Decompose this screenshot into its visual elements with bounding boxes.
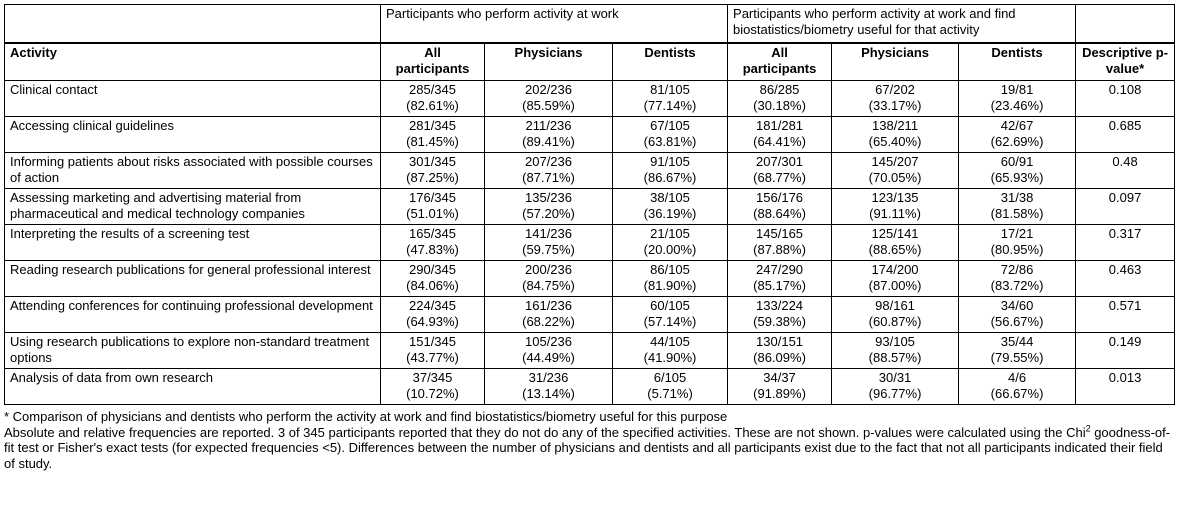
count-value: 123/135	[871, 190, 919, 205]
count-value: 141/236	[525, 226, 572, 241]
count-value: 207/301	[756, 154, 804, 169]
frequency-cell	[832, 117, 959, 153]
count-value: 130/151	[756, 334, 804, 349]
percent-value: (62.69%)	[990, 133, 1044, 149]
percent-value: (85.17%)	[753, 277, 806, 293]
frequency-cell	[728, 297, 832, 333]
group-header-useful: Participants who perform activity at work and find biostatistics/biometry useful for that activity	[728, 5, 1076, 44]
count-value: 37/345	[412, 370, 453, 385]
table-row	[5, 81, 1175, 117]
percent-value: (64.93%)	[406, 313, 459, 329]
frequency-cell	[832, 153, 959, 189]
activity-cell: Attending conferences for continuing professional development	[5, 297, 381, 333]
percent-value: (66.67%)	[990, 385, 1044, 401]
footnote-methods-part1: Absolute and relative frequencies are reported. 3 of 345 participants reported that they do not do any of the specified activities. These are not shown. p-values were calculated using the Chi	[4, 424, 1086, 440]
frequency-cell	[485, 153, 613, 189]
count-value: 145/165	[756, 226, 804, 241]
percent-value: (81.58%)	[990, 205, 1044, 221]
count-value: 125/141	[871, 226, 919, 241]
frequency-cell	[485, 117, 613, 153]
table-container	[4, 4, 1174, 471]
percent-value: (86.09%)	[753, 349, 806, 365]
count-value: 34/60	[1000, 298, 1034, 313]
activity-cell: Assessing marketing and advertising material from pharmaceutical and medical technology companies	[5, 189, 381, 225]
count-value: 30/31	[878, 370, 912, 385]
percent-value: (41.90%)	[643, 349, 697, 365]
count-value: 60/105	[650, 298, 690, 313]
percent-value: (89.41%)	[522, 133, 575, 149]
table-row	[5, 297, 1175, 333]
percent-value: (23.46%)	[990, 97, 1044, 113]
frequency-cell	[485, 369, 613, 405]
frequency-cell	[832, 333, 959, 369]
percent-value: (79.55%)	[990, 349, 1044, 365]
frequency-cell	[832, 189, 959, 225]
activity-cell: Using research publications to explore non-standard treatment options	[5, 333, 381, 369]
frequency-cell	[381, 369, 485, 405]
frequency-cell	[832, 81, 959, 117]
footnotes	[4, 409, 1174, 471]
count-value: 31/38	[1000, 190, 1034, 205]
frequency-cell	[832, 369, 959, 405]
percent-value: (51.01%)	[406, 205, 459, 221]
count-value: 156/176	[756, 190, 804, 205]
p-value-cell: 0.317	[1076, 225, 1175, 261]
frequency-cell	[959, 333, 1076, 369]
frequency-cell	[613, 117, 728, 153]
frequency-cell	[613, 369, 728, 405]
frequency-cell	[728, 153, 832, 189]
percent-value: (91.89%)	[753, 385, 806, 401]
count-value: 301/345	[409, 154, 456, 169]
count-value: 165/345	[409, 226, 456, 241]
footnote-methods	[4, 425, 1174, 472]
count-value: 67/202	[875, 82, 915, 97]
percent-value: (87.88%)	[753, 241, 806, 257]
count-value: 44/105	[650, 334, 690, 349]
frequency-cell	[381, 225, 485, 261]
frequency-cell	[381, 333, 485, 369]
frequency-cell	[485, 189, 613, 225]
count-value: 4/6	[1008, 370, 1027, 385]
percent-value: (84.75%)	[522, 277, 575, 293]
count-value: 133/224	[756, 298, 804, 313]
frequency-cell	[832, 297, 959, 333]
percent-value: (57.20%)	[522, 205, 575, 221]
frequency-cell	[613, 261, 728, 297]
col-physicians-1: Physicians	[485, 43, 613, 81]
frequency-cell	[485, 81, 613, 117]
count-value: 174/200	[871, 262, 919, 277]
count-value: 176/345	[409, 190, 456, 205]
count-value: 60/91	[1000, 154, 1034, 169]
results-table	[4, 4, 1175, 405]
count-value: 135/236	[525, 190, 572, 205]
frequency-cell	[959, 369, 1076, 405]
frequency-cell	[832, 225, 959, 261]
count-value: 247/290	[756, 262, 804, 277]
frequency-cell	[959, 225, 1076, 261]
percent-value: (88.64%)	[753, 205, 806, 221]
percent-value: (88.57%)	[868, 349, 922, 365]
activity-cell: Reading research publications for general professional interest	[5, 261, 381, 297]
activity-cell: Clinical contact	[5, 81, 381, 117]
frequency-cell	[728, 369, 832, 405]
count-value: 31/236	[528, 370, 569, 385]
col-dentists-2: Dentists	[959, 43, 1076, 81]
count-value: 285/345	[409, 82, 456, 97]
frequency-cell	[959, 297, 1076, 333]
percent-value: (10.72%)	[406, 385, 459, 401]
percent-value: (91.11%)	[869, 205, 921, 221]
frequency-cell	[485, 333, 613, 369]
percent-value: (81.90%)	[643, 277, 697, 293]
frequency-cell	[959, 117, 1076, 153]
percent-value: (59.75%)	[522, 241, 575, 257]
percent-value: (80.95%)	[990, 241, 1044, 257]
empty-header-cell	[5, 5, 381, 44]
count-value: 145/207	[871, 154, 919, 169]
col-p-value: Descriptive p-value*	[1076, 43, 1175, 81]
activity-cell: Accessing clinical guidelines	[5, 117, 381, 153]
frequency-cell	[959, 261, 1076, 297]
count-value: 91/105	[650, 154, 690, 169]
count-value: 86/285	[759, 82, 800, 97]
count-value: 281/345	[409, 118, 456, 133]
percent-value: (77.14%)	[643, 97, 697, 113]
frequency-cell	[613, 333, 728, 369]
empty-header-cell	[1076, 5, 1175, 44]
frequency-cell	[485, 225, 613, 261]
percent-value: (33.17%)	[868, 97, 922, 113]
percent-value: (64.41%)	[753, 133, 806, 149]
col-physicians-2: Physicians	[832, 43, 959, 81]
percent-value: (56.67%)	[990, 313, 1044, 329]
count-value: 34/37	[763, 370, 796, 385]
frequency-cell	[613, 81, 728, 117]
group-header-row	[5, 5, 1175, 44]
count-value: 86/105	[650, 262, 690, 277]
frequency-cell	[728, 261, 832, 297]
frequency-cell	[613, 297, 728, 333]
count-value: 224/345	[409, 298, 456, 313]
frequency-cell	[381, 81, 485, 117]
count-value: 21/105	[650, 226, 690, 241]
footnote-superscript: 2	[1085, 423, 1091, 434]
percent-value: (87.25%)	[406, 169, 459, 185]
count-value: 202/236	[525, 82, 572, 97]
percent-value: (5.71%)	[647, 385, 693, 401]
p-value-cell: 0.108	[1076, 81, 1175, 117]
percent-value: (44.49%)	[522, 349, 575, 365]
count-value: 290/345	[409, 262, 456, 277]
percent-value: (68.22%)	[522, 313, 575, 329]
frequency-cell	[728, 333, 832, 369]
count-value: 151/345	[409, 334, 456, 349]
count-value: 93/105	[875, 334, 915, 349]
frequency-cell	[728, 189, 832, 225]
frequency-cell	[728, 117, 832, 153]
p-value-cell: 0.149	[1076, 333, 1175, 369]
percent-value: (65.93%)	[990, 169, 1044, 185]
p-value-cell: 0.571	[1076, 297, 1175, 333]
col-activity: Activity	[5, 43, 381, 81]
percent-value: (30.18%)	[753, 97, 806, 113]
percent-value: (96.77%)	[868, 385, 922, 401]
percent-value: (85.59%)	[522, 97, 575, 113]
frequency-cell	[959, 153, 1076, 189]
footnote-asterisk: * Comparison of physicians and dentists who perform the activity at work and find biostatistics/biometry useful for this purpose	[4, 409, 728, 424]
table-row	[5, 333, 1175, 369]
table-row	[5, 369, 1175, 405]
percent-value: (87.71%)	[522, 169, 575, 185]
percent-value: (20.00%)	[643, 241, 697, 257]
percent-value: (84.06%)	[406, 277, 459, 293]
percent-value: (86.67%)	[643, 169, 697, 185]
percent-value: (60.87%)	[868, 313, 922, 329]
percent-value: (81.45%)	[406, 133, 459, 149]
table-row	[5, 189, 1175, 225]
percent-value: (70.05%)	[868, 169, 922, 185]
frequency-cell	[613, 153, 728, 189]
column-header-row	[5, 43, 1175, 81]
percent-value: (82.61%)	[406, 97, 459, 113]
activity-cell: Informing patients about risks associated with possible courses of action	[5, 153, 381, 189]
frequency-cell	[959, 189, 1076, 225]
percent-value: (59.38%)	[753, 313, 806, 329]
count-value: 138/211	[872, 118, 919, 133]
count-value: 211/236	[525, 118, 572, 133]
table-row	[5, 225, 1175, 261]
group-header-work: Participants who perform activity at work	[381, 5, 728, 44]
frequency-cell	[832, 261, 959, 297]
count-value: 35/44	[1000, 334, 1034, 349]
table-row	[5, 153, 1175, 189]
count-value: 181/281	[756, 118, 804, 133]
percent-value: (83.72%)	[990, 277, 1044, 293]
count-value: 6/105	[653, 370, 687, 385]
count-value: 67/105	[650, 118, 690, 133]
count-value: 81/105	[650, 82, 690, 97]
percent-value: (47.83%)	[406, 241, 459, 257]
table-row	[5, 117, 1175, 153]
percent-value: (88.65%)	[868, 241, 922, 257]
col-all-participants-1: All participants	[381, 43, 485, 81]
count-value: 161/236	[525, 298, 572, 313]
percent-value: (13.14%)	[522, 385, 575, 401]
table-body	[5, 81, 1175, 405]
count-value: 42/67	[1000, 118, 1034, 133]
activity-cell: Analysis of data from own research	[5, 369, 381, 405]
frequency-cell	[381, 153, 485, 189]
count-value: 19/81	[1000, 82, 1034, 97]
frequency-cell	[381, 117, 485, 153]
count-value: 207/236	[525, 154, 572, 169]
frequency-cell	[728, 81, 832, 117]
frequency-cell	[485, 261, 613, 297]
p-value-cell: 0.48	[1076, 153, 1175, 189]
count-value: 38/105	[650, 190, 690, 205]
col-dentists-1: Dentists	[613, 43, 728, 81]
count-value: 105/236	[525, 334, 572, 349]
p-value-cell: 0.097	[1076, 189, 1175, 225]
percent-value: (57.14%)	[643, 313, 697, 329]
p-value-cell: 0.013	[1076, 369, 1175, 405]
count-value: 200/236	[525, 262, 572, 277]
frequency-cell	[485, 297, 613, 333]
table-row	[5, 261, 1175, 297]
percent-value: (63.81%)	[643, 133, 697, 149]
frequency-cell	[381, 189, 485, 225]
percent-value: (43.77%)	[406, 349, 459, 365]
frequency-cell	[613, 189, 728, 225]
p-value-cell: 0.685	[1076, 117, 1175, 153]
count-value: 72/86	[1000, 262, 1034, 277]
footnote-methods-part2: goodness-of-fit test or Fisher's exact tests (for expected frequencies <5). Differences between the number of physicians and dentists and all participants exist due to the fact that not all participants indicated their field of study.	[4, 424, 1171, 471]
frequency-cell	[959, 81, 1076, 117]
frequency-cell	[381, 261, 485, 297]
frequency-cell	[613, 225, 728, 261]
count-value: 17/21	[1000, 226, 1034, 241]
percent-value: (65.40%)	[868, 133, 922, 149]
activity-cell: Interpreting the results of a screening test	[5, 225, 381, 261]
frequency-cell	[381, 297, 485, 333]
col-all-participants-2: All participants	[728, 43, 832, 81]
p-value-cell: 0.463	[1076, 261, 1175, 297]
count-value: 98/161	[875, 298, 915, 313]
percent-value: (68.77%)	[753, 169, 806, 185]
frequency-cell	[728, 225, 832, 261]
percent-value: (87.00%)	[868, 277, 922, 293]
percent-value: (36.19%)	[643, 205, 697, 221]
